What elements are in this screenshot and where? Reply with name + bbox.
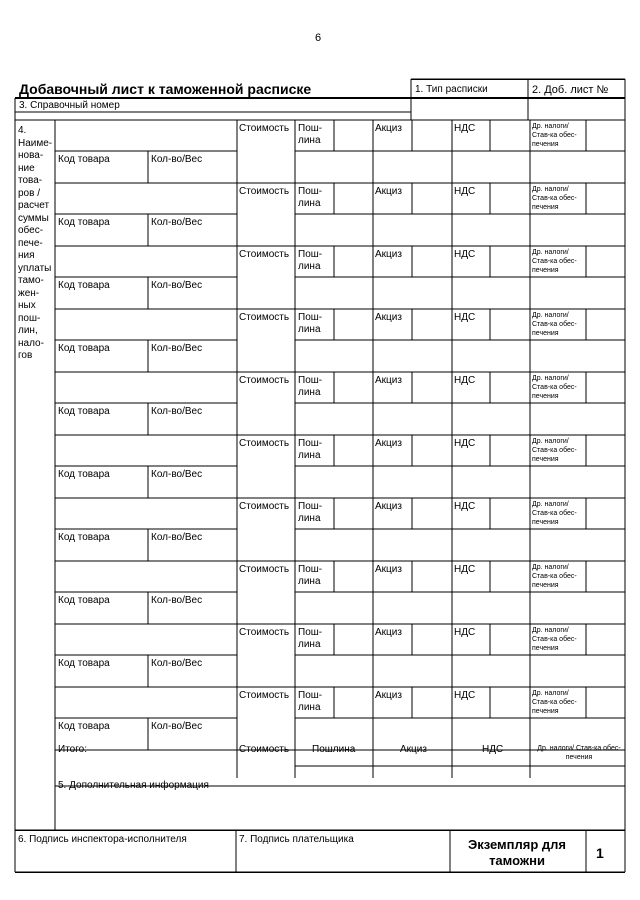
item-qty-label: Кол-во/Вес [151, 532, 203, 543]
item-excise-label: Акциз [375, 186, 402, 197]
total-duty-label: Пошлина [312, 744, 356, 755]
item-vat-label: НДС [454, 690, 476, 701]
item-duty-label: Пош- лина [298, 564, 323, 587]
item-duty-label: Пош- лина [298, 690, 323, 713]
item-cost-label: Стоимость [239, 249, 290, 260]
item-cost-label: Стоимость [239, 375, 290, 386]
item-other-taxes-label: Др. налоги/ Став-ка обес- печения [532, 438, 577, 463]
item-code-label: Код товара [58, 217, 110, 228]
field-additional-info: 5. Дополнительная информация [58, 780, 209, 791]
item-code-label: Код товара [58, 721, 110, 732]
item-cost-label: Стоимость [239, 627, 290, 638]
item-excise-label: Акциз [375, 123, 402, 134]
item-cost-label: Стоимость [239, 312, 290, 323]
item-vat-label: НДС [454, 627, 476, 638]
item-excise-label: Акциз [375, 690, 402, 701]
item-duty-label: Пош- лина [298, 186, 323, 209]
item-other-taxes-label: Др. налоги/ Став-ка обес- печения [532, 123, 577, 148]
item-vat-label: НДС [454, 249, 476, 260]
item-duty-label: Пош- лина [298, 375, 323, 398]
item-vat-label: НДС [454, 438, 476, 449]
item-other-taxes-label: Др. налоги/ Став-ка обес- печения [532, 312, 577, 337]
item-other-taxes-label: Др. налоги/ Став-ка обес- печения [532, 249, 577, 274]
item-cost-label: Стоимость [239, 123, 290, 134]
item-qty-label: Кол-во/Вес [151, 658, 203, 669]
item-other-taxes-label: Др. налоги/ Став-ка обес- печения [532, 501, 577, 526]
item-vat-label: НДС [454, 123, 476, 134]
item-vat-label: НДС [454, 375, 476, 386]
item-excise-label: Акциз [375, 249, 402, 260]
item-cost-label: Стоимость [239, 186, 290, 197]
item-code-label: Код товара [58, 154, 110, 165]
total-vat-label: НДС [482, 744, 504, 755]
item-qty-label: Кол-во/Вес [151, 343, 203, 354]
item-qty-label: Кол-во/Вес [151, 721, 203, 732]
item-vat-label: НДС [454, 564, 476, 575]
copy-number: 1 [596, 845, 604, 861]
item-qty-label: Кол-во/Вес [151, 280, 203, 291]
item-duty-label: Пош- лина [298, 627, 323, 650]
item-code-label: Код товара [58, 406, 110, 417]
total-excise-label: Акциз [400, 744, 427, 755]
total-other-label: Др. налоги/ Став-ка обес- печения [537, 745, 621, 761]
item-cost-label: Стоимость [239, 564, 290, 575]
item-duty-label: Пош- лина [298, 312, 323, 335]
item-duty-label: Пош- лина [298, 249, 323, 272]
item-qty-label: Кол-во/Вес [151, 406, 203, 417]
field-sheet-number: 2. Доб. лист № [532, 84, 609, 96]
item-code-label: Код товара [58, 343, 110, 354]
field-payer-signature: 7. Подпись плательщика [239, 834, 354, 845]
page-number: 6 [315, 32, 322, 44]
item-qty-label: Кол-во/Вес [151, 595, 203, 606]
item-other-taxes-label: Др. налоги/ Став-ка обес- печения [532, 627, 577, 652]
item-code-label: Код товара [58, 469, 110, 480]
item-excise-label: Акциз [375, 312, 402, 323]
item-code-label: Код товара [58, 532, 110, 543]
total-label: Итого: [58, 744, 87, 755]
item-other-taxes-label: Др. налоги/ Став-ка обес- печения [532, 375, 577, 400]
item-duty-label: Пош- лина [298, 123, 323, 146]
item-vat-label: НДС [454, 312, 476, 323]
item-excise-label: Акциз [375, 375, 402, 386]
item-vat-label: НДС [454, 501, 476, 512]
copy-label: Экземпляр для таможни [467, 837, 567, 868]
item-qty-label: Кол-во/Вес [151, 217, 203, 228]
field-goods-description: 4. Наиме- нова- ние това- ров / расчет суммы обес- пече- ния уплаты тамо- жен- ных пош- лин, нало- гов [18, 125, 53, 361]
item-other-taxes-label: Др. налоги/ Став-ка обес- печения [532, 564, 577, 589]
item-code-label: Код товара [58, 595, 110, 606]
item-code-label: Код товара [58, 658, 110, 669]
item-duty-label: Пош- лина [298, 438, 323, 461]
total-cost-label: Стоимость [239, 744, 290, 755]
item-excise-label: Акциз [375, 627, 402, 638]
item-other-taxes-label: Др. налоги/ Став-ка обес- печения [532, 690, 577, 715]
item-vat-label: НДС [454, 186, 476, 197]
item-cost-label: Стоимость [239, 501, 290, 512]
item-code-label: Код товара [58, 280, 110, 291]
item-duty-label: Пош- лина [298, 501, 323, 524]
field-inspector-signature: 6. Подпись инспектора-исполнителя [18, 834, 187, 845]
item-qty-label: Кол-во/Вес [151, 154, 203, 165]
form-title: Добавочный лист к таможенной расписке [19, 81, 312, 97]
item-cost-label: Стоимость [239, 438, 290, 449]
item-excise-label: Акциз [375, 564, 402, 575]
field-reference-number: 3. Справочный номер [19, 100, 120, 111]
item-excise-label: Акциз [375, 501, 402, 512]
item-other-taxes-label: Др. налоги/ Став-ка обес- печения [532, 186, 577, 211]
field-receipt-type: 1. Тип расписки [415, 84, 488, 95]
item-qty-label: Кол-во/Вес [151, 469, 203, 480]
item-cost-label: Стоимость [239, 690, 290, 701]
item-excise-label: Акциз [375, 438, 402, 449]
